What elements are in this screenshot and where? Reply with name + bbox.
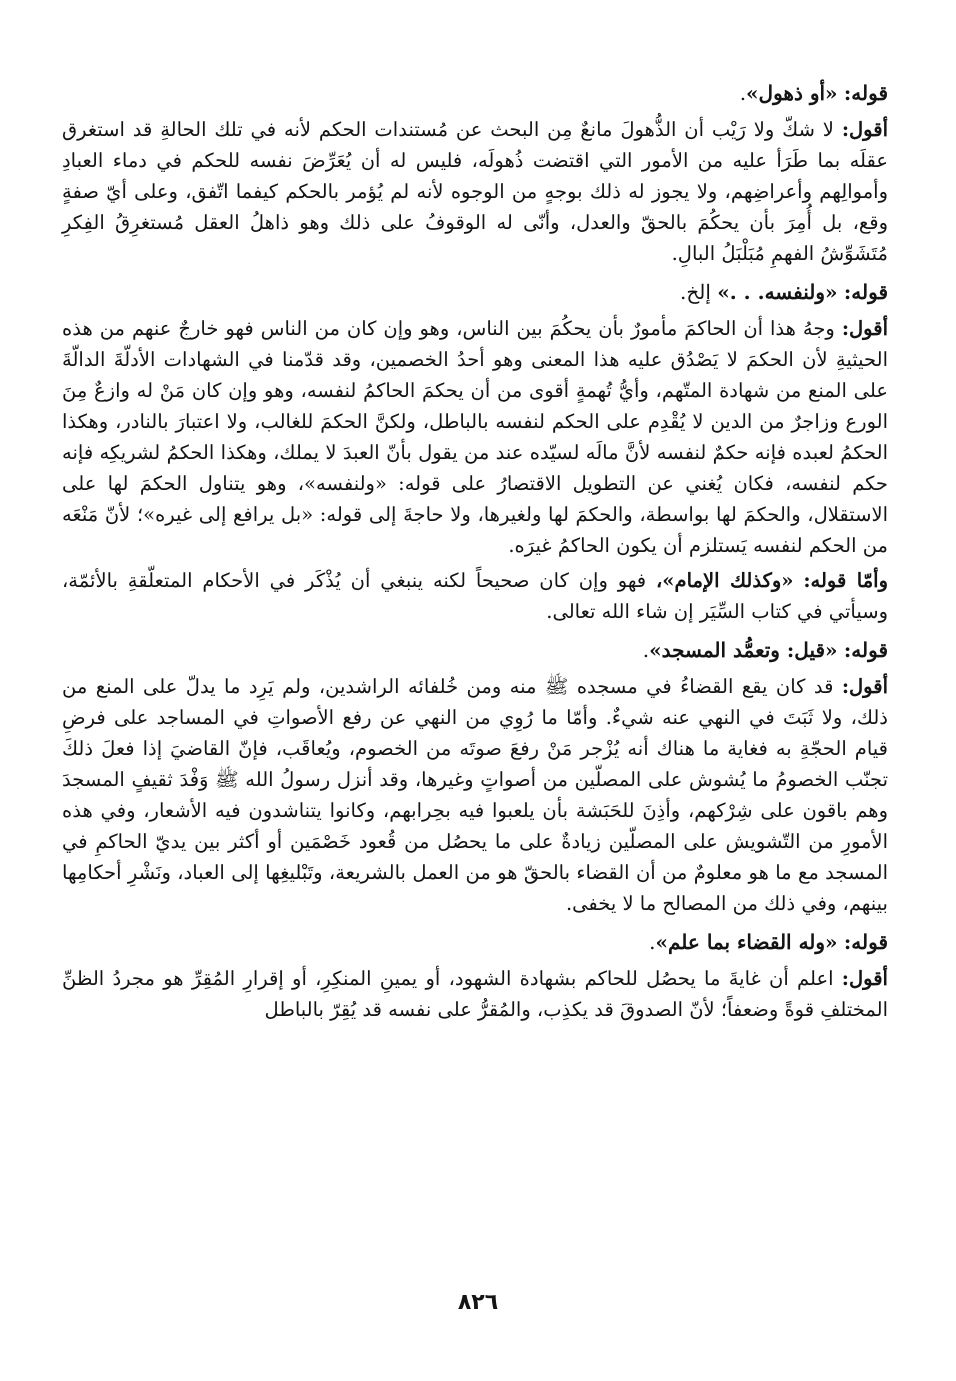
paragraph-text: وجهُ هذا أن الحاكمَ مأمورٌ بأن يحكُمَ بين الناس، وهو وإن كان من الناس فهو خارجٌ عنهم من هذه الحيثيةِ لأن الحكمَ لا يَصْدُق عليه هذا المعنى وهو أحدُ الخصمين، وقد قدّمنا في الشهادات الأدلّةَ الدالّةَ على المنع من شهادة المتّهم، وأيُّ تُهمةٍ أقوى من أن يحكمَ الحاكمُ لنفسه، وهو وإن كان مَنْ له وازعٌ مِنَ الورع وزاجرٌ من الدين لا يُقْدِم على الحكم لنفسه بالباطل، ولكنَّ الحكمَ للغالب، ولا اعتبارَ بالنادر، وهكذا الحكمُ لعبده فإنه حكمٌ لنفسه لأنَّ مالَه لسيّده عند من يقول بأنّ العبدَ لا يملك، وهكذا الحكمُ لشريكِه فإنه حكم لنفسه، فكان يُغني عن التطويل الاقتصارُ على قوله: «ولنفسه»، وهو يتناول الحكمَ لها على الاستقلال، والحكمَ لها بواسطة، والحكمَ لها ولغيرها، ولا حاجةَ إلى قوله: «بل يرافع إلى غيره»؛ لأنّ مَنْعَه من الحكم لنفسه يَستلزم أن يكون الحاكمُ غيرَه. [62,317,888,557]
section-linafsihi [62,275,888,627]
paragraph-lead: وأمّا قوله: [803,569,888,592]
section-heading [62,76,888,110]
heading-lead: قوله: [843,81,888,105]
page-number: ٨٢٦ [457,1290,499,1315]
heading-lead: قوله: [843,638,888,662]
page-body [62,70,888,1029]
paragraph-lead: أقول: [841,675,888,698]
section-masjid [62,633,888,919]
paragraph-text: قد كان يقع القضاءُ في مسجده ﷺ منه ومن خُلفائه الراشدين، ولم يَرِد ما يدلّ على المنع من ذلك، ولا ثَبَتَ في النهي عنه شيءٌ. وأمّا ما رُوِي من النهي عن رفع الأصواتِ في المساجد على فرضِ قيام الحجّةِ به فغاية ما هناك أنه يُزْجر مَنْ رفعَ صوتَه من الخصوم، ويُعاقَب، فإنّ القاضيَ إذا فعلَ ذلكَ تجنّب الخصومُ ما يُشوش على المصلّين من أصواتٍ وغيرها، وقد أنزل رسولُ الله ﷺ وَفْدَ ثقيفٍ المسجدَ وهم باقون على شِرْكهم، وأذِنَ للحَبَشة بأن يلعبوا فيه بحِرابهم، وكانوا يتناشدون فيه الأشعار، وفي هذه الأمورِ من التّشويش على المصلّين زيادةٌ على ما يحصُل من قُعود خَصْمَين أو أكثر بين يديّ الحاكمِ في المسجد مع ما هو معلومٌ من أن القضاء بالحقّ هو من العمل بالشريعة، وتَبْليغِها إلى العباد، ونَشْرِ أحكامِها بينهم، وفي ذلك من المصالح ما لا يخفى. [62,675,888,915]
section-dhuhul [62,76,888,269]
paragraph-lead: أقول: [841,118,888,141]
paragraph-lead: أقول: [841,967,888,990]
heading-lead: قوله: [843,930,888,954]
heading-quote: «ولنفسه. . .» [717,280,838,304]
section-heading [62,275,888,309]
heading-quote: «قيل: وتعمُّد المسجد» [649,638,838,662]
section-heading [62,925,888,959]
paragraph-text: اعلم أن غايةَ ما يحصُل للحاكم بشهادة الشهود، أو يمينِ المنكِرِ، أو إقرارِ المُقِرِّ هو مجردُ الظنِّ المختلفِ قوةً وضعفاً؛ لأنّ الصدوقَ قد يكذِب، والمُقرُّ على نفسه قد يُقِرّ بالباطل [62,967,888,1021]
paragraph-text: لا شكّ ولا رَيْب أن الذُّهولَ مانعٌ مِن البحث عن مُستندات الحكم لأنه في تلك الحالةِ قد استغرق عقلَه بما طَرَأ عليه من الأمور التي اقتضت ذُهولَه، فليس له أن يُعَرِّضَ نفسه للحكم في دماء العبادِ وأموالِهم وأعراضِهم، ولا يجوز له ذلك بوجهٍ من الوجوه لأنه لم يُؤمر بالحكم كيفما اتّفق، وعلى أيّ صفةٍ وقع، بل أُمِرَ بأن يحكُمَ بالحقّ والعدل، وأنّى له الوقوفُ على ذلك وهو ذاهلُ العقل مُستغرِقُ الفِكرِ مُتَشَوِّشُ الفهمِ مُبَلْبَلُ البالِ. [62,118,888,265]
paragraph-text: فهو وإن كان صحيحاً لكنه ينبغي أن يُذْكَر في الأحكام المتعلّقةِ بالأئمّة، وسيأتي في كتاب السِّيَر إن شاء الله تعالى. [62,569,888,623]
paragraph [62,671,888,919]
paragraph [62,313,888,561]
paragraph-quote: «وكذلك الإمام»، [656,569,794,592]
heading-tail: . [739,81,747,105]
paragraph [62,963,888,1025]
paragraph-lead: أقول: [841,317,888,340]
paragraph [62,114,888,269]
heading-tail: . [649,930,656,954]
heading-quote: «وله القضاء بما علم» [655,930,838,954]
section-qada-bima-alim [62,925,888,1025]
heading-tail: إلخ. [679,280,711,304]
paragraph [62,565,888,627]
heading-tail: . [642,638,650,662]
heading-lead: قوله: [843,280,888,304]
section-heading [62,633,888,667]
heading-quote: «أو ذهول» [746,81,838,105]
